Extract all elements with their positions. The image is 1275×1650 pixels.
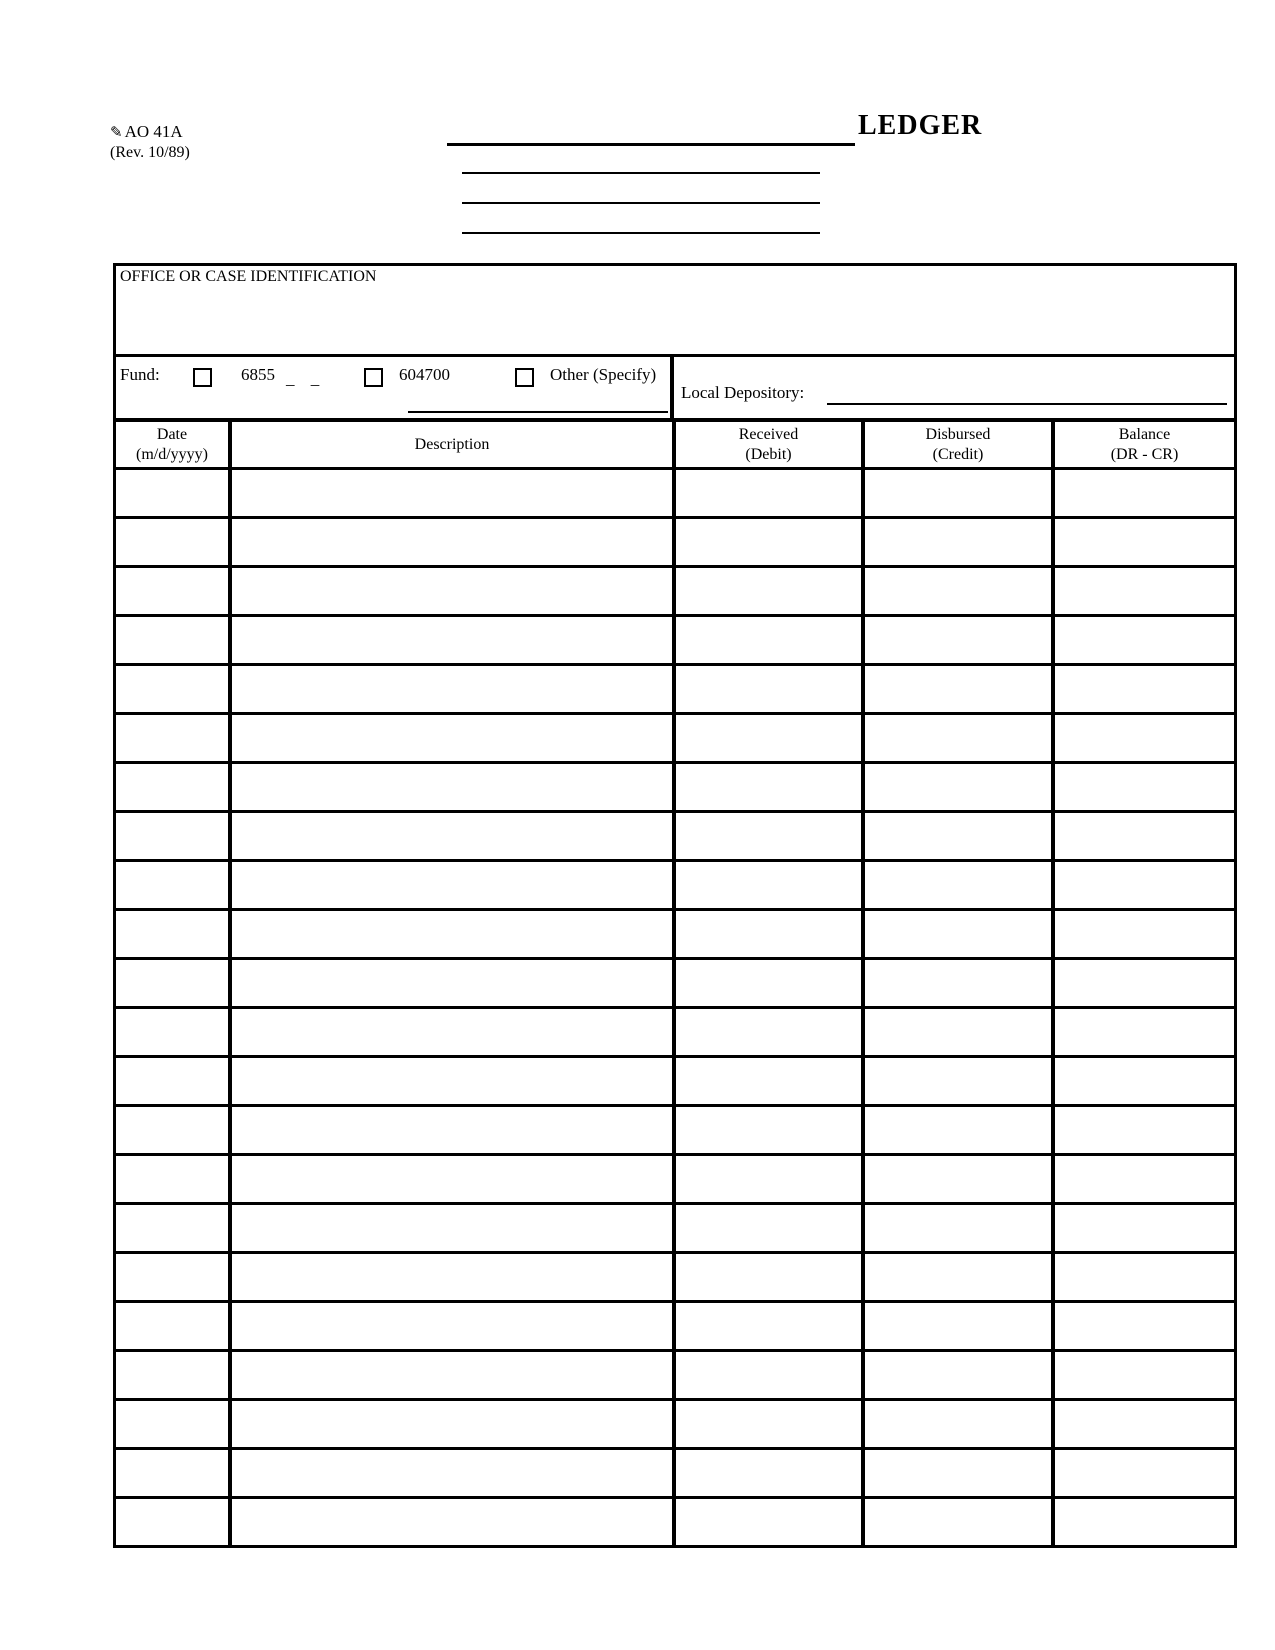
- ledger-cell[interactable]: [863, 910, 1053, 959]
- ledger-cell[interactable]: [674, 1400, 863, 1449]
- ledger-cell[interactable]: [674, 1106, 863, 1155]
- ledger-table-header: [116, 420, 1234, 469]
- ledger-cell[interactable]: [116, 1449, 230, 1498]
- ledger-cell[interactable]: [674, 861, 863, 910]
- ledger-cell[interactable]: [1053, 812, 1234, 861]
- ledger-cell[interactable]: [674, 1008, 863, 1057]
- column-header-received: [674, 420, 863, 469]
- ledger-cell[interactable]: [863, 763, 1053, 812]
- fund-cell: [116, 357, 674, 418]
- ledger-cell[interactable]: [230, 1057, 674, 1106]
- ledger-cell[interactable]: [230, 1351, 674, 1400]
- ledger-cell[interactable]: [1053, 1498, 1234, 1546]
- header-blank-line-2[interactable]: [462, 202, 820, 204]
- ledger-cell[interactable]: [230, 714, 674, 763]
- ledger-cell[interactable]: [116, 812, 230, 861]
- ledger-cell[interactable]: [230, 763, 674, 812]
- column-header-balance-line1: Balance: [1118, 425, 1171, 443]
- table-row: [116, 469, 1234, 518]
- local-depository-cell: [674, 357, 1234, 418]
- ledger-cell[interactable]: [1053, 1351, 1234, 1400]
- ledger-cell[interactable]: [116, 665, 230, 714]
- column-header-description: [230, 420, 674, 469]
- ledger-cell[interactable]: [230, 567, 674, 616]
- ledger-cell[interactable]: [863, 518, 1053, 567]
- ledger-cell[interactable]: [674, 1449, 863, 1498]
- table-row: [116, 665, 1234, 714]
- table-row: [116, 567, 1234, 616]
- ledger-cell[interactable]: [674, 567, 863, 616]
- ledger-cell[interactable]: [863, 714, 1053, 763]
- table-row: [116, 763, 1234, 812]
- table-row: [116, 812, 1234, 861]
- column-header-date-line1: Date: [156, 425, 188, 443]
- ledger-cell[interactable]: [116, 1351, 230, 1400]
- ledger-cell[interactable]: [674, 812, 863, 861]
- table-row: [116, 1106, 1234, 1155]
- ledger-cell[interactable]: [116, 714, 230, 763]
- ledger-cell[interactable]: [674, 763, 863, 812]
- ledger-cell[interactable]: [1053, 616, 1234, 665]
- ledger-cell[interactable]: [230, 1106, 674, 1155]
- ledger-cell[interactable]: [116, 518, 230, 567]
- form-id-block: [110, 121, 190, 163]
- table-row: [116, 910, 1234, 959]
- ledger-cell[interactable]: [674, 1204, 863, 1253]
- ledger-cell[interactable]: [863, 1351, 1053, 1400]
- table-row: [116, 1204, 1234, 1253]
- ledger-cell[interactable]: [230, 665, 674, 714]
- ledger-cell[interactable]: [674, 469, 863, 518]
- ledger-cell[interactable]: [230, 1253, 674, 1302]
- ledger-cell[interactable]: [674, 1155, 863, 1204]
- ledger-cell[interactable]: [230, 1155, 674, 1204]
- ledger-cell[interactable]: [230, 1204, 674, 1253]
- office-case-identification-label: OFFICE OR CASE IDENTIFICATION: [120, 268, 377, 285]
- ledger-cell[interactable]: [1053, 1204, 1234, 1253]
- ledger-cell[interactable]: [863, 1449, 1053, 1498]
- ledger-cell[interactable]: [1053, 665, 1234, 714]
- ledger-cell[interactable]: [116, 1155, 230, 1204]
- column-header-date-line2: (m/d/yyyy): [136, 445, 208, 463]
- office-case-identification-box[interactable]: [116, 266, 1234, 357]
- ledger-cell[interactable]: [674, 1253, 863, 1302]
- ledger-cell[interactable]: [674, 1057, 863, 1106]
- table-row: [116, 518, 1234, 567]
- ledger-cell[interactable]: [863, 1106, 1053, 1155]
- column-header-disbursed-line2: (Credit): [932, 445, 984, 463]
- table-row: [116, 1302, 1234, 1351]
- ledger-cell[interactable]: [1053, 861, 1234, 910]
- ledger-cell[interactable]: [230, 1498, 674, 1546]
- ledger-cell[interactable]: [1053, 910, 1234, 959]
- ledger-cell[interactable]: [863, 1498, 1053, 1546]
- ledger-cell[interactable]: [230, 1400, 674, 1449]
- column-header-balance-line2: (DR - CR): [1110, 445, 1179, 463]
- table-row: [116, 1155, 1234, 1204]
- header-blank-line-1[interactable]: [462, 172, 820, 174]
- fund-checkbox-6855[interactable]: [193, 368, 212, 387]
- form-revision: (Rev. 10/89): [110, 143, 190, 161]
- ledger-cell[interactable]: [674, 665, 863, 714]
- ledger-cell[interactable]: [1053, 1155, 1234, 1204]
- fund-other-specify-line[interactable]: [408, 411, 668, 413]
- column-header-disbursed: [863, 420, 1053, 469]
- ledger-cell[interactable]: [1053, 1449, 1234, 1498]
- ledger-cell[interactable]: [116, 1106, 230, 1155]
- ledger-cell[interactable]: [116, 959, 230, 1008]
- ledger-table-body: [116, 469, 1234, 1546]
- ledger-cell[interactable]: [230, 910, 674, 959]
- ledger-cell[interactable]: [1053, 1106, 1234, 1155]
- table-row: [116, 1253, 1234, 1302]
- ledger-cell[interactable]: [116, 910, 230, 959]
- ledger-cell[interactable]: [116, 567, 230, 616]
- ledger-cell[interactable]: [674, 910, 863, 959]
- ledger-cell[interactable]: [674, 518, 863, 567]
- ledger-cell[interactable]: [116, 1057, 230, 1106]
- ledger-cell[interactable]: [116, 1008, 230, 1057]
- ledger-cell[interactable]: [230, 959, 674, 1008]
- ledger-cell[interactable]: [1053, 763, 1234, 812]
- column-header-received-line2: (Debit): [745, 445, 792, 463]
- fund-label: Fund:: [120, 365, 160, 384]
- ledger-cell[interactable]: [863, 1400, 1053, 1449]
- ledger-cell[interactable]: [116, 1302, 230, 1351]
- ledger-cell[interactable]: [230, 1008, 674, 1057]
- table-row: [116, 714, 1234, 763]
- table-row: [116, 1057, 1234, 1106]
- ledger-cell[interactable]: [674, 616, 863, 665]
- page-title: LEDGER: [858, 110, 983, 141]
- table-row: [116, 959, 1234, 1008]
- ledger-cell[interactable]: [1053, 518, 1234, 567]
- form-number-line: [110, 121, 190, 143]
- column-header-description-line1: Description: [414, 435, 490, 453]
- ledger-cell[interactable]: [230, 812, 674, 861]
- column-header-date: [116, 420, 230, 469]
- column-header-received-line1: Received: [738, 425, 799, 443]
- ledger-cell[interactable]: [863, 1302, 1053, 1351]
- column-header-balance: [1053, 420, 1234, 469]
- table-row: [116, 1008, 1234, 1057]
- pencil-icon: ✎: [110, 125, 123, 141]
- ledger-cell[interactable]: [116, 616, 230, 665]
- table-row: [116, 1498, 1234, 1546]
- ledger-cell[interactable]: [230, 616, 674, 665]
- ledger-cell[interactable]: [863, 861, 1053, 910]
- fund-option-6855-label: 6855: [241, 365, 275, 384]
- ledger-cell[interactable]: [863, 1204, 1053, 1253]
- ledger-cell[interactable]: [863, 616, 1053, 665]
- ledger-cell[interactable]: [1053, 567, 1234, 616]
- ledger-cell[interactable]: [230, 1302, 674, 1351]
- ledger-table: [116, 418, 1234, 1545]
- ledger-cell[interactable]: [1053, 1302, 1234, 1351]
- table-row: [116, 1449, 1234, 1498]
- ledger-cell[interactable]: [116, 1204, 230, 1253]
- ledger-cell[interactable]: [674, 1498, 863, 1546]
- ledger-cell[interactable]: [1053, 959, 1234, 1008]
- fund-row: [116, 357, 1234, 418]
- ledger-cell[interactable]: [116, 1400, 230, 1449]
- ledger-cell[interactable]: [116, 1498, 230, 1546]
- column-header-disbursed-line1: Disbursed: [925, 425, 991, 443]
- fund-option-6855-blanks[interactable]: _ _: [286, 369, 326, 388]
- ledger-cell[interactable]: [863, 1253, 1053, 1302]
- ledger-cell[interactable]: [230, 469, 674, 518]
- ledger-cell[interactable]: [1053, 1400, 1234, 1449]
- local-depository-label: Local Depository:: [681, 383, 805, 402]
- ledger-cell[interactable]: [674, 1351, 863, 1400]
- ledger-cell[interactable]: [1053, 469, 1234, 518]
- ledger-cell[interactable]: [863, 1155, 1053, 1204]
- ledger-cell[interactable]: [116, 1253, 230, 1302]
- table-row: [116, 1351, 1234, 1400]
- title-blank-line[interactable]: [447, 143, 855, 146]
- ledger-cell[interactable]: [863, 665, 1053, 714]
- ledger-cell[interactable]: [674, 1302, 863, 1351]
- ledger-cell[interactable]: [1053, 1008, 1234, 1057]
- ledger-cell[interactable]: [230, 518, 674, 567]
- local-depository-line[interactable]: [827, 403, 1227, 405]
- ledger-cell[interactable]: [116, 763, 230, 812]
- ledger-cell[interactable]: [230, 861, 674, 910]
- ledger-cell[interactable]: [863, 812, 1053, 861]
- ledger-cell[interactable]: [1053, 714, 1234, 763]
- fund-option-604700-label: 604700: [399, 365, 450, 384]
- fund-checkbox-604700[interactable]: [364, 368, 383, 387]
- ledger-cell[interactable]: [863, 959, 1053, 1008]
- fund-checkbox-other[interactable]: [515, 368, 534, 387]
- table-row: [116, 861, 1234, 910]
- ledger-cell[interactable]: [1053, 1057, 1234, 1106]
- table-row: [116, 1400, 1234, 1449]
- ledger-cell[interactable]: [863, 1008, 1053, 1057]
- ledger-cell[interactable]: [863, 1057, 1053, 1106]
- table-row: [116, 616, 1234, 665]
- header-blank-line-3[interactable]: [462, 232, 820, 234]
- ledger-cell[interactable]: [230, 1449, 674, 1498]
- form-number: AO 41A: [124, 122, 183, 141]
- ledger-cell[interactable]: [116, 469, 230, 518]
- ledger-cell[interactable]: [674, 714, 863, 763]
- ledger-cell[interactable]: [674, 959, 863, 1008]
- ledger-cell[interactable]: [863, 567, 1053, 616]
- form-box: [113, 263, 1237, 1548]
- ledger-cell[interactable]: [1053, 1253, 1234, 1302]
- fund-option-other-label: Other (Specify): [550, 365, 657, 384]
- ledger-cell[interactable]: [863, 469, 1053, 518]
- ledger-cell[interactable]: [116, 861, 230, 910]
